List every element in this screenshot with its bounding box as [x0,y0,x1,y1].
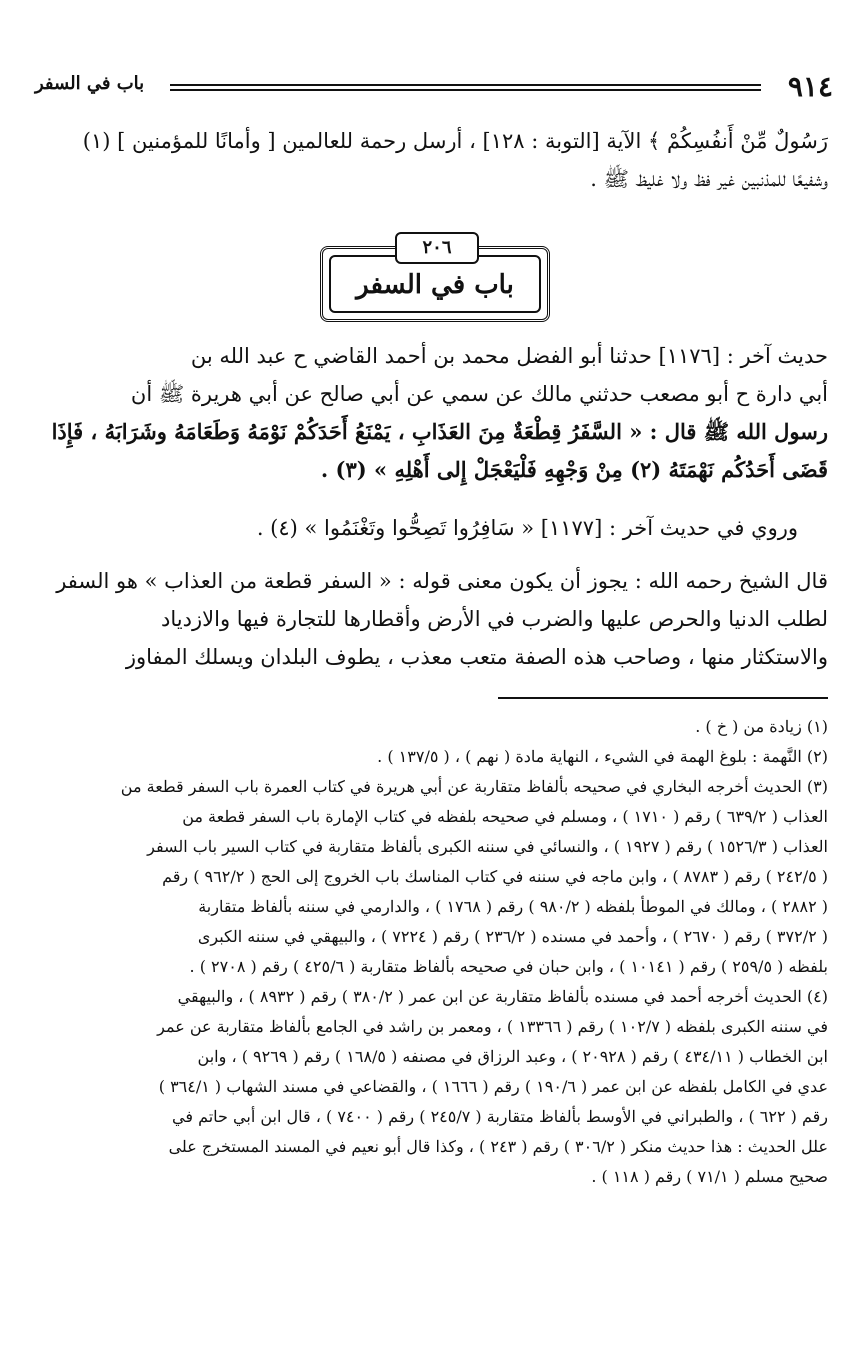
footnote-line: صحيح مسلم ( ٧١/١ ) رقم ( ١١٨ ) . [591,1167,828,1186]
footnote-line: العذاب ( ١٥٢٦/٣ ) رقم ( ١٩٢٧ ) ، والنسائي في سننه الكبرى بألفاظ متقاربة في كتاب السير باب السفر [147,837,828,856]
chapter-heading [320,232,550,320]
page-number: ٩١٤ [787,70,833,103]
footnote-line: العذاب ( ٦٣٩/٢ ) رقم ( ١٧١٠ ) ، ومسلم في صحيحه بلفظه في كتاب الإمارة باب السفر قطعة من [182,807,828,826]
footnote-line: ( ٢٨٨٢ ) ، ومالك في الموطأ بلفظه ( ٩٨٠/٢ ) رقم ( ١٧٦٨ ) ، والدارمي في سننه بألفاظ متقاربة [198,897,828,916]
footnote-line: (٤) الحديث أخرجه أحمد في مسنده بألفاظ متقاربة عن ابن عمر ( ٣٨٠/٢ ) رقم ( ٨٩٣٢ ) ، والبيهقي [177,987,828,1006]
commentary-line-2: لطلب الدنيا والحرص عليها والضرب في الأرض وأقطارها للتجارة فيها والازدياد [161,607,828,631]
intro-line-2: وشفيعًا للمذنبين غير فظ ولا غليظ ﷺ . [590,167,828,191]
hadith-1-line-3: رسول الله ﷺ قال : « السَّفَرُ قِطْعَةٌ مِنَ العَذَابِ ، يَمْنَعُ أَحَدَكُمْ نَوْمَهُ وَطَعَامَهُ وشَرَابَهُ ، فَإِذَا [51,419,828,444]
chapter-title: باب في السفر [329,255,541,313]
page-header [35,70,833,106]
footnote-line: (٢) النَّهمة : بلوغ الهمة في الشيء ، النهاية مادة ( نهم ) ، ( ١٣٧/٥ ) . [377,747,828,766]
footnote-line: (١) زيادة من ( خ ) . [695,717,828,736]
commentary-line-3: والاستكثار منها ، وصاحب هذه الصفة متعب معذب ، يطوف البلدان ويسلك المفاوز [125,645,828,669]
running-title: باب في السفر [35,73,145,94]
footnote-separator [498,697,828,699]
intro-line-1: رَسُولٌ مِّنْ أَنفُسِكُمْ ﴾ الآية [التوبة : ١٢٨] ، أرسل رحمة للعالمين [ وأمانًا للمؤمنين ] (١) [82,129,828,153]
header-rule [170,84,761,91]
hadith-1-line-1: حديث آخر : [١١٧٦] حدثنا أبو الفضل محمد بن أحمد القاضي ح عبد الله بن [190,344,828,368]
hadith-2-line-1: وروي في حديث آخر : [١١٧٧] « سَافِرُوا تَصِحُّوا وتَغْنَمُوا » (٤) . [256,516,798,540]
chapter-number: ٢٠٦ [395,232,479,264]
footnote-line: (٣) الحديث أخرجه البخاري في صحيحه بألفاظ متقاربة عن أبي هريرة في كتاب العمرة باب السفر قطعة من [120,777,828,796]
footnote-line: ( ٣٧٢/٢ ) رقم ( ٢٦٧٠ ) ، وأحمد في مسنده ( ٢٣٦/٢ ) رقم ( ٧٢٢٤ ) ، والبيهقي في سننه الكبرى [197,927,828,946]
hadith-1-line-2: أبي دارة ح أبو مصعب حدثني مالك عن سمي عن أبي صالح عن أبي هريرة ﷺ أن [130,382,828,406]
footnote-line: ( ٢٤٢/٥ ) رقم ( ٨٧٨٣ ) ، وابن ماجه في سننه في كتاب المناسك باب الخروج إلى الحج ( ٩٦٢/٢ ) رقم [162,867,828,886]
footnote-line: بلفظه ( ٢٥٩/٥ ) رقم ( ١٠١٤١ ) ، وابن حبان في صحيحه بألفاظ متقاربة ( ٤٢٥/٦ ) رقم ( ٢٧٠٨ ) . [189,957,828,976]
hadith-1-line-4: قَضَى أَحَدُكُم نَهْمَتَهُ (٢) مِنْ وَجْهِهِ فَلْيَعْجَلْ إِلى أَهْلِهِ » (٣) . [320,457,828,482]
footnote-line: رقم ( ٦٢٢ ) ، والطبراني في الأوسط بألفاظ متقاربة ( ٢٤٥/٧ ) رقم ( ٧٤٠٠ ) ، قال ابن أبي حاتم في [172,1107,828,1126]
footnote-line: علل الحديث : هذا حديث منكر ( ٣٠٦/٢ ) رقم ( ٢٤٣ ) ، وكذا قال أبو نعيم في المسند المستخرج على [168,1137,828,1156]
footnote-line: عدي في الكامل بلفظه عن ابن عمر ( ١٩٠/٦ ) رقم ( ١٦٦٦ ) ، والقضاعي في مسند الشهاب ( ٣٦٤/١ ) [158,1077,828,1096]
footnote-line: ابن الخطاب ( ٤٣٤/١١ ) رقم ( ٢٠٩٢٨ ) ، وعبد الرزاق في مصنفه ( ١٦٨/٥ ) رقم ( ٩٢٦٩ ) ، وابن [197,1047,828,1066]
footnote-line: في سننه الكبرى بلفظه ( ١٠٢/٧ ) رقم ( ١٣٣٦٦ ) ، ومعمر بن راشد في الجامع بألفاظ متقاربة عن عمر [157,1017,828,1036]
commentary-line-1: قال الشيخ رحمه الله : يجوز أن يكون معنى قوله : « السفر قطعة من العذاب » هو السفر [56,569,828,593]
